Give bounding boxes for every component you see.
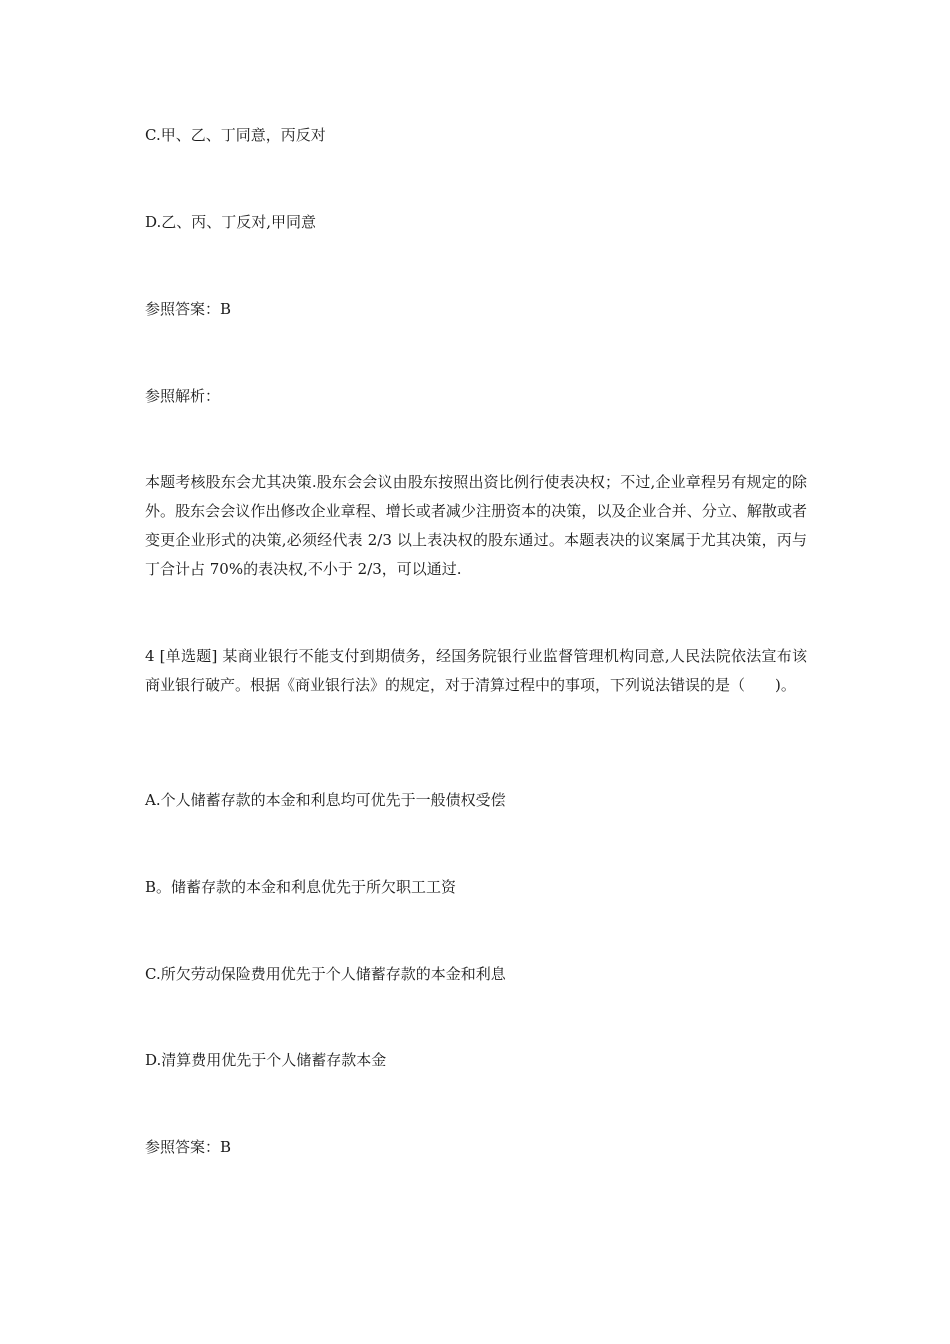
q3-analysis-label: 参照解析： <box>145 387 221 405</box>
q4-option-b: B。储蓄存款的本金和利息优先于所欠职工工资 <box>145 878 457 896</box>
q3-analysis-text: 本题考核股东会尤其决策.股东会会议由股东按照出资比例行使表决权；不过,企业章程另有规定的除外。股东会会议作出修改企业章程、增长或者减少注册资本的决策，以及企业合并、分立、解散或者变更企业形式的决策,必须经代表 2/3 以上表决权的股东通过。本题表决的议案属于尤其决策，丙与丁合计占 70%的表决权,不小于 2/3，可以通过. <box>145 473 807 578</box>
q4-answer: 参照答案：B <box>145 1138 232 1156</box>
q3-option-d: D.乙、丙、丁反对,甲同意 <box>145 213 317 231</box>
q4-option-a: A.个人储蓄存款的本金和利息均可优先于一般债权受偿 <box>145 791 506 809</box>
q4-option-c: C.所欠劳动保险费用优先于个人储蓄存款的本金和利息 <box>145 965 506 983</box>
q3-answer: 参照答案：B <box>145 300 232 318</box>
q3-option-c: C.甲、乙、丁同意，丙反对 <box>145 126 326 144</box>
q4-stem: 4 [单选题] 某商业银行不能支付到期债务，经国务院银行业监督管理机构同意,人民法院依法宣布该商业银行破产。根据《商业银行法》的规定，对于清算过程中的事项，下列说法错误的是（ )。 <box>145 647 807 694</box>
q4-option-d: D.清算费用优先于个人储蓄存款本金 <box>145 1051 387 1069</box>
